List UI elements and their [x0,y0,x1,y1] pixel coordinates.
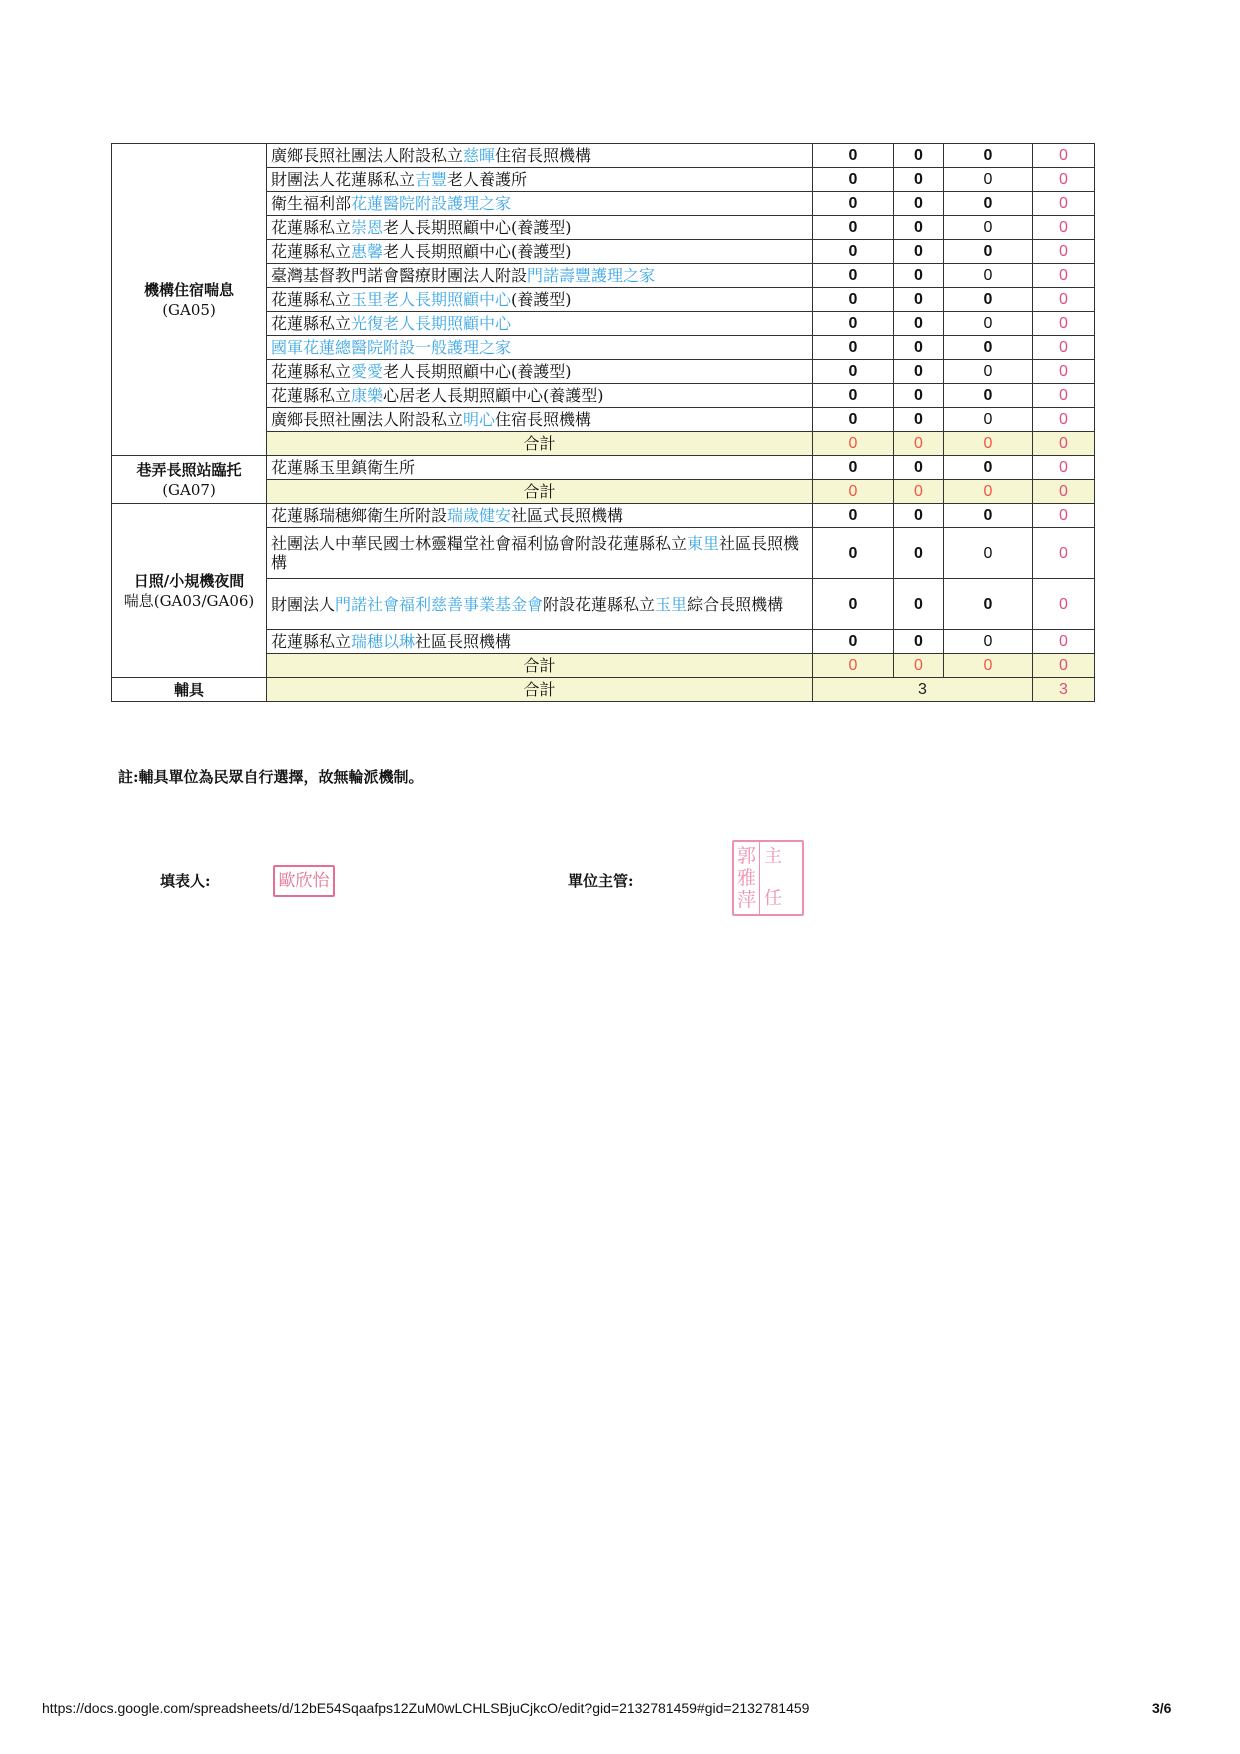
value-col-4: 0 [1033,579,1095,630]
institution-name-highlight: 崇恩 [351,218,384,237]
value-col-1: 0 [813,528,894,579]
value-col-4: 0 [1033,630,1095,654]
institution-name [267,336,813,360]
institution-name-text: 財團法人花蓮縣私立 [271,170,416,189]
institution-name-text: 社團法人中華民國士林靈糧堂社會福利協會附設花蓮縣私立 [271,534,688,553]
value-col-3: 0 [944,288,1033,312]
value-col-1: 0 [813,336,894,360]
institution-name [267,579,813,630]
sum-value-col-1: 0 [813,654,894,678]
value-col-2: 0 [894,630,944,654]
supervisor-stamp-title [759,842,786,914]
institution-name-text: 心居老人長期照顧中心(養護型) [383,386,604,405]
category-label: 巷弄長照站臨托 [136,460,242,479]
institution-name-highlight: 吉豐 [415,170,448,189]
allocation-table [111,143,1095,702]
value-col-3: 0 [944,336,1033,360]
supervisor-stamp [732,840,804,916]
sum-value-col-4: 0 [1033,654,1095,678]
institution-name-text: 老人長期照顧中心(養護型) [383,242,572,261]
institution-name-text: 老人養護所 [447,170,528,189]
category-cell [112,144,267,456]
category-cell [112,456,267,504]
value-col-4: 0 [1033,192,1095,216]
category-cell [112,504,267,678]
institution-name-text: 老人長期照顧中心(養護型) [383,218,572,237]
institution-name-highlight: 明心 [463,410,496,429]
institution-name [267,192,813,216]
institution-name-highlight: 玉里 [655,594,688,614]
institution-name-text: 綜合長照機構 [687,594,784,614]
institution-name-highlight: 國軍花蓮總醫院附設一般護理之家 [271,338,512,357]
value-col-4: 0 [1033,216,1095,240]
value-col-2: 0 [894,264,944,288]
value-col-4: 0 [1033,384,1095,408]
value-col-3: 0 [944,360,1033,384]
category-code: (GA05) [162,300,216,319]
footnote: 註:輔具單位為民眾自行選擇，故無輪派機制。 [118,768,424,786]
value-col-2: 0 [894,360,944,384]
institution-name-highlight: 瑞穗以琳 [351,632,416,651]
institution-name [267,408,813,432]
value-col-2: 0 [894,312,944,336]
institution-name-highlight: 光復老人長期照顧中心 [351,314,512,333]
value-col-4: 0 [1033,144,1095,168]
sum-value-col-3: 0 [944,480,1033,504]
value-col-2: 0 [894,579,944,630]
category-code: (GA07) [162,480,216,499]
institution-name-highlight: 門諾壽豐護理之家 [527,266,656,285]
value-col-1: 0 [813,240,894,264]
value-col-4: 0 [1033,456,1095,480]
value-col-3: 0 [944,144,1033,168]
institution-name-highlight: 花蓮醫院附設護理之家 [351,194,512,213]
stamp-char: 主 [764,846,783,867]
page-url: https://docs.google.com/spreadsheets/d/12bE54Sqaafps12ZuM0wLCHLSBjuCjkcO/edit?gid=2132781459#gid=2132781459 [42,1700,810,1716]
category-label: 日照/小規機夜間 [133,571,245,590]
category-label: 機構住宿喘息 [143,280,234,299]
preparer-stamp: 歐欣怡 [273,865,335,897]
institution-name-text: 花蓮縣私立 [271,218,352,237]
institution-name-highlight: 門諾社會福利慈善事業基金會 [335,594,544,614]
value-col-2: 0 [894,240,944,264]
institution-name-text: 老人長期照顧中心(養護型) [383,362,572,381]
institution-name-text: 花蓮縣私立 [271,632,352,651]
value-col-2: 0 [894,216,944,240]
value-col-2: 0 [894,504,944,528]
institution-name-text: 花蓮縣私立 [271,386,352,405]
respite-allocation-table [111,143,1094,702]
table-row [112,456,1095,480]
table-row [112,504,1095,528]
value-col-3: 0 [944,240,1033,264]
value-col-1: 0 [813,384,894,408]
institution-name [267,630,813,654]
sum-label: 合計 [267,432,813,456]
value-col-3: 0 [944,630,1033,654]
value-col-1: 0 [813,144,894,168]
institution-name-highlight: 東里 [687,534,720,553]
value-col-3: 0 [944,579,1033,630]
institution-name-highlight: 愛愛 [351,362,384,381]
stamp-char: 萍 [737,889,757,911]
value-col-2: 0 [894,144,944,168]
value-col-3: 0 [944,384,1033,408]
value-col-4: 0 [1033,288,1095,312]
sum-value-col-4: 0 [1033,432,1095,456]
category-code: 喘息(GA03/GA06) [123,591,255,610]
institution-name-text: 花蓮縣玉里鎮衛生所 [271,458,416,477]
institution-name-text: 花蓮縣私立 [271,290,352,309]
institution-name-text: 社區長照機構 [271,534,800,572]
institution-name-text: 社區式長照機構 [511,506,624,525]
value-col-1: 0 [813,456,894,480]
value-col-1: 0 [813,360,894,384]
supervisor-stamp-name [734,842,759,914]
page-number: 3/6 [1152,1700,1172,1716]
institution-name-highlight: 瑞歲健安 [447,506,512,525]
value-col-1: 0 [813,264,894,288]
institution-name [267,144,813,168]
value-col-2: 0 [894,528,944,579]
value-col-4: 0 [1033,264,1095,288]
value-col-1: 0 [813,504,894,528]
value-col-2: 0 [894,336,944,360]
sum-value-col-2: 0 [894,480,944,504]
value-col-3: 0 [944,192,1033,216]
sum-value-col-1: 0 [813,432,894,456]
institution-name [267,264,813,288]
institution-name-text: 財團法人 [271,594,336,614]
institution-name-text: 花蓮縣私立 [271,314,352,333]
institution-name-highlight: 玉里老人長期照顧中心 [351,290,512,309]
value-col-2: 0 [894,384,944,408]
assistive-last-value: 3 [1033,678,1095,702]
value-col-2: 0 [894,168,944,192]
sum-value-col-2: 0 [894,654,944,678]
sum-value-col-2: 0 [894,432,944,456]
value-col-1: 0 [813,288,894,312]
institution-name [267,456,813,480]
sum-label: 合計 [267,678,813,702]
institution-name [267,288,813,312]
value-col-3: 0 [944,456,1033,480]
value-col-4: 0 [1033,168,1095,192]
value-col-4: 0 [1033,312,1095,336]
institution-name [267,312,813,336]
table-row [112,144,1095,168]
institution-name-text: 社區長照機構 [415,632,512,651]
sum-value-col-3: 0 [944,654,1033,678]
stamp-char: 任 [764,888,783,909]
institution-name [267,504,813,528]
institution-name-text: 住宿長照機構 [495,410,592,429]
institution-name-text: 廣鄉長照社團法人附設私立 [271,410,464,429]
value-col-1: 0 [813,408,894,432]
value-col-2: 0 [894,456,944,480]
institution-name-text: 臺灣基督教門諾會醫療財團法人附設 [271,266,528,285]
institution-name [267,384,813,408]
value-col-1: 0 [813,312,894,336]
institution-name-text: (養護型) [511,290,572,309]
institution-name-highlight: 康樂 [351,386,384,405]
assistive-row [112,678,1095,702]
value-col-4: 0 [1033,240,1095,264]
institution-name [267,216,813,240]
value-col-3: 0 [944,312,1033,336]
value-col-1: 0 [813,216,894,240]
institution-name [267,240,813,264]
value-col-3: 0 [944,216,1033,240]
institution-name [267,528,813,579]
value-col-1: 0 [813,192,894,216]
institution-name-text: 花蓮縣私立 [271,362,352,381]
value-col-4: 0 [1033,408,1095,432]
institution-name-highlight: 惠馨 [351,242,384,261]
value-col-3: 0 [944,168,1033,192]
category-cell: 輔具 [112,678,267,702]
value-col-2: 0 [894,408,944,432]
assistive-combined-value: 3 [813,678,1033,702]
institution-name-text: 附設花蓮縣私立 [543,594,656,614]
institution-name [267,168,813,192]
institution-name-text: 花蓮縣私立 [271,242,352,261]
value-col-4: 0 [1033,360,1095,384]
value-col-2: 0 [894,288,944,312]
value-col-4: 0 [1033,528,1095,579]
sum-label: 合計 [267,480,813,504]
sum-label: 合計 [267,654,813,678]
value-col-3: 0 [944,504,1033,528]
sum-value-col-4: 0 [1033,480,1095,504]
institution-name [267,360,813,384]
preparer-label: 填表人: [160,872,211,890]
institution-name-text: 廣鄉長照社團法人附設私立 [271,146,464,165]
institution-name-highlight: 慈暉 [463,146,496,165]
value-col-2: 0 [894,192,944,216]
stamp-char: 雅 [737,867,757,889]
institution-name-text: 住宿長照機構 [495,146,592,165]
stamp-char: 郭 [737,845,757,867]
sum-value-col-1: 0 [813,480,894,504]
value-col-4: 0 [1033,336,1095,360]
value-col-4: 0 [1033,504,1095,528]
value-col-3: 0 [944,528,1033,579]
supervisor-label: 單位主管: [568,872,634,890]
value-col-3: 0 [944,264,1033,288]
value-col-1: 0 [813,168,894,192]
value-col-1: 0 [813,579,894,630]
sum-value-col-3: 0 [944,432,1033,456]
value-col-1: 0 [813,630,894,654]
value-col-3: 0 [944,408,1033,432]
institution-name-text: 衛生福利部 [271,194,352,213]
institution-name-text: 花蓮縣瑞穗鄉衛生所附設 [271,506,448,525]
